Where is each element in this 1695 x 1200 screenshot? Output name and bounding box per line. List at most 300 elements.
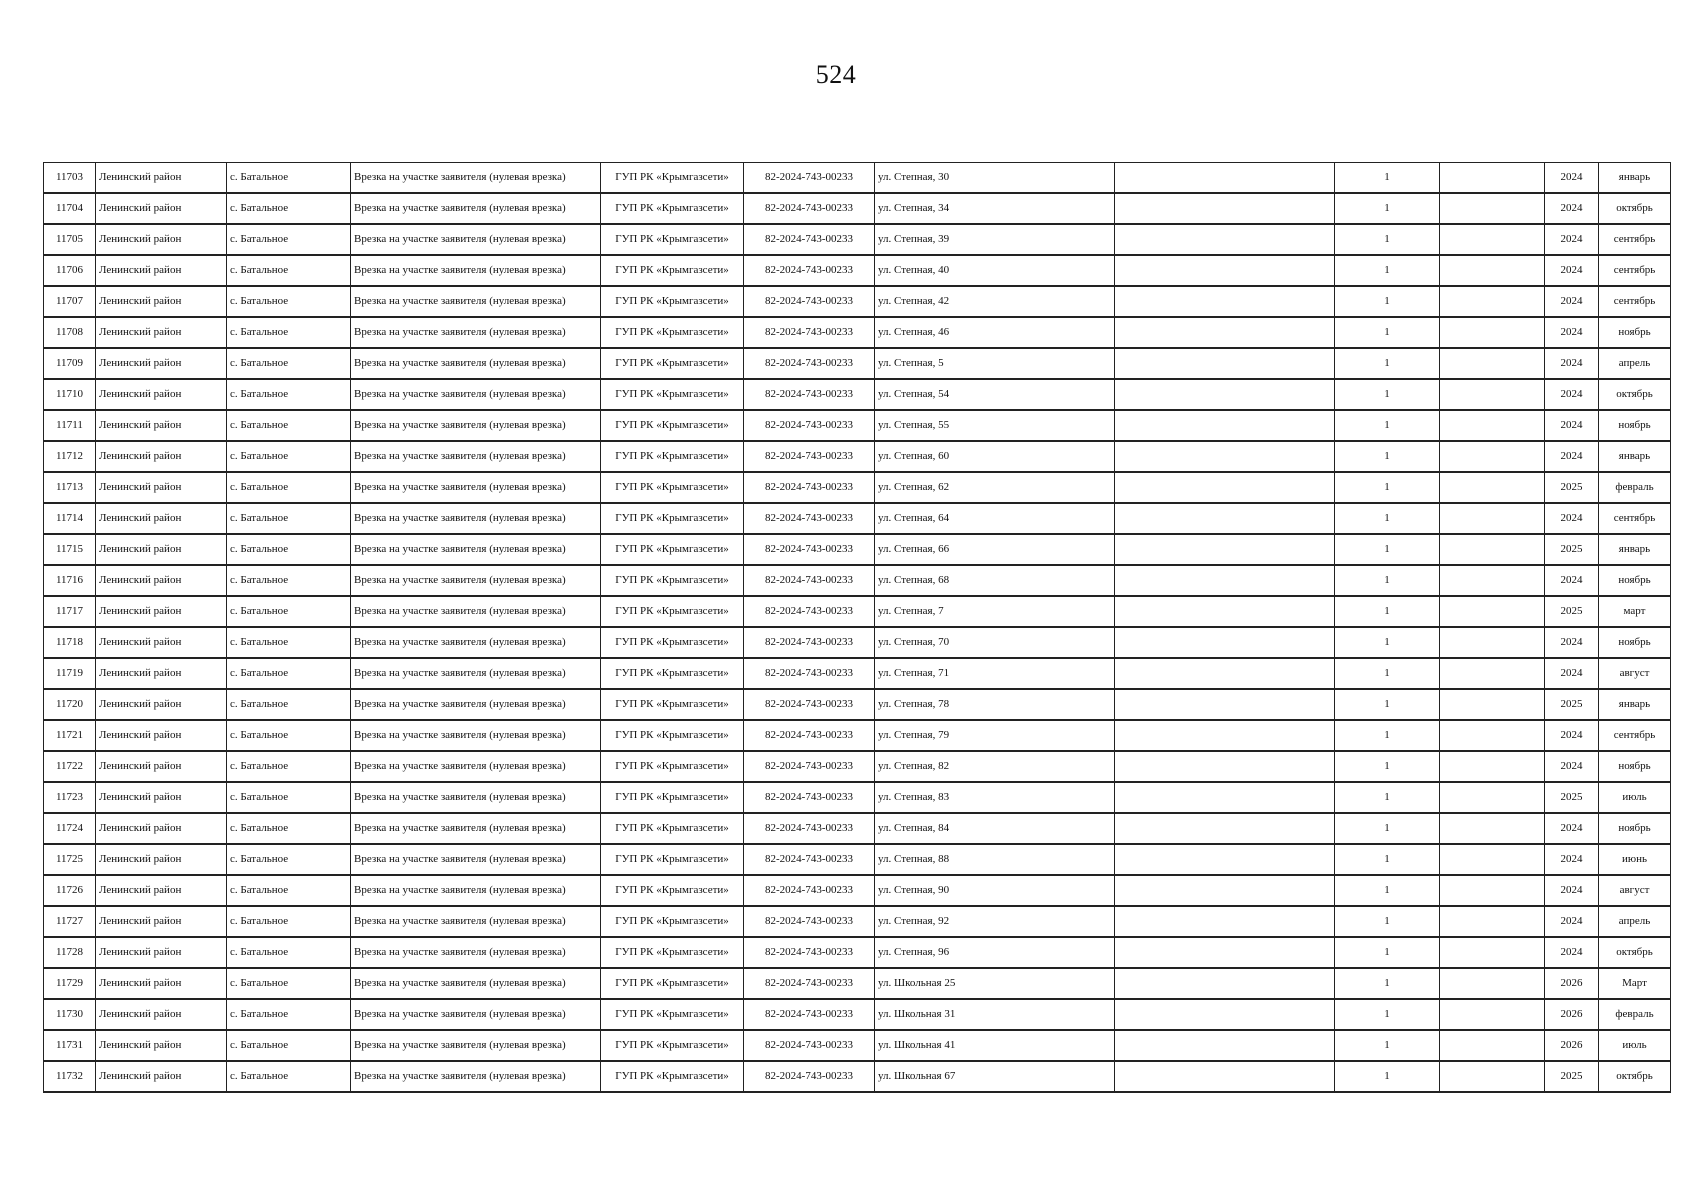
empty-cell <box>1115 317 1335 348</box>
work-type-cell: Врезка на участке заявителя (нулевая врезка) <box>351 224 601 255</box>
locality-cell: с. Батальное <box>227 782 351 813</box>
organization-cell: ГУП РК «Крымгазсети» <box>601 813 744 844</box>
work-type-cell: Врезка на участке заявителя (нулевая врезка) <box>351 163 601 194</box>
month-cell: октябрь <box>1599 1061 1671 1092</box>
year-cell: 2024 <box>1545 875 1599 906</box>
row-number: 11716 <box>44 565 96 596</box>
address-cell: ул. Школьная 67 <box>875 1061 1115 1092</box>
contract-number-cell: 82-2024-743-00233 <box>744 441 875 472</box>
contract-number-cell: 82-2024-743-00233 <box>744 658 875 689</box>
empty-cell <box>1115 627 1335 658</box>
empty-cell <box>1440 379 1545 410</box>
row-number: 11728 <box>44 937 96 968</box>
locality-cell: с. Батальное <box>227 999 351 1030</box>
contract-number-cell: 82-2024-743-00233 <box>744 193 875 224</box>
quantity-cell: 1 <box>1335 534 1440 565</box>
year-cell: 2024 <box>1545 844 1599 875</box>
month-cell: август <box>1599 875 1671 906</box>
address-cell: ул. Школьная 31 <box>875 999 1115 1030</box>
address-cell: ул. Школьная 41 <box>875 1030 1115 1061</box>
locality-cell: с. Батальное <box>227 720 351 751</box>
row-number: 11711 <box>44 410 96 441</box>
locality-cell: с. Батальное <box>227 565 351 596</box>
empty-cell <box>1115 906 1335 937</box>
organization-cell: ГУП РК «Крымгазсети» <box>601 317 744 348</box>
locality-cell: с. Батальное <box>227 410 351 441</box>
empty-cell <box>1115 534 1335 565</box>
month-cell: Март <box>1599 968 1671 999</box>
quantity-cell: 1 <box>1335 906 1440 937</box>
empty-cell <box>1115 782 1335 813</box>
contract-number-cell: 82-2024-743-00233 <box>744 999 875 1030</box>
year-cell: 2024 <box>1545 503 1599 534</box>
table-row <box>44 534 1671 565</box>
quantity-cell: 1 <box>1335 503 1440 534</box>
work-type-cell: Врезка на участке заявителя (нулевая врезка) <box>351 968 601 999</box>
address-cell: ул. Степная, 92 <box>875 906 1115 937</box>
year-cell: 2024 <box>1545 441 1599 472</box>
empty-cell <box>1440 163 1545 194</box>
year-cell: 2024 <box>1545 163 1599 194</box>
quantity-cell: 1 <box>1335 999 1440 1030</box>
quantity-cell: 1 <box>1335 348 1440 379</box>
address-cell: ул. Степная, 90 <box>875 875 1115 906</box>
empty-cell <box>1440 689 1545 720</box>
organization-cell: ГУП РК «Крымгазсети» <box>601 875 744 906</box>
address-cell: ул. Степная, 30 <box>875 163 1115 194</box>
month-cell: июнь <box>1599 844 1671 875</box>
work-type-cell: Врезка на участке заявителя (нулевая врезка) <box>351 999 601 1030</box>
table-row <box>44 906 1671 937</box>
contract-number-cell: 82-2024-743-00233 <box>744 627 875 658</box>
contract-number-cell: 82-2024-743-00233 <box>744 286 875 317</box>
table-row <box>44 720 1671 751</box>
contract-number-cell: 82-2024-743-00233 <box>744 472 875 503</box>
contract-number-cell: 82-2024-743-00233 <box>744 503 875 534</box>
address-cell: ул. Степная, 78 <box>875 689 1115 720</box>
locality-cell: с. Батальное <box>227 1061 351 1092</box>
quantity-cell: 1 <box>1335 875 1440 906</box>
work-type-cell: Врезка на участке заявителя (нулевая врезка) <box>351 720 601 751</box>
row-number: 11704 <box>44 193 96 224</box>
empty-cell <box>1440 193 1545 224</box>
quantity-cell: 1 <box>1335 565 1440 596</box>
work-type-cell: Врезка на участке заявителя (нулевая врезка) <box>351 813 601 844</box>
work-type-cell: Врезка на участке заявителя (нулевая врезка) <box>351 565 601 596</box>
empty-cell <box>1115 751 1335 782</box>
row-number: 11725 <box>44 844 96 875</box>
locality-cell: с. Батальное <box>227 968 351 999</box>
address-cell: ул. Степная, 68 <box>875 565 1115 596</box>
district-cell: Ленинский район <box>96 410 227 441</box>
contract-number-cell: 82-2024-743-00233 <box>744 937 875 968</box>
address-cell: ул. Степная, 40 <box>875 255 1115 286</box>
quantity-cell: 1 <box>1335 844 1440 875</box>
district-cell: Ленинский район <box>96 875 227 906</box>
empty-cell <box>1115 689 1335 720</box>
empty-cell <box>1115 348 1335 379</box>
empty-cell <box>1440 472 1545 503</box>
work-type-cell: Врезка на участке заявителя (нулевая врезка) <box>351 844 601 875</box>
quantity-cell: 1 <box>1335 596 1440 627</box>
table-row <box>44 1061 1671 1092</box>
empty-cell <box>1115 720 1335 751</box>
month-cell: январь <box>1599 534 1671 565</box>
district-cell: Ленинский район <box>96 534 227 565</box>
organization-cell: ГУП РК «Крымгазсети» <box>601 163 744 194</box>
work-type-cell: Врезка на участке заявителя (нулевая врезка) <box>351 379 601 410</box>
empty-cell <box>1115 813 1335 844</box>
month-cell: сентябрь <box>1599 255 1671 286</box>
empty-cell <box>1440 782 1545 813</box>
month-cell: сентябрь <box>1599 286 1671 317</box>
year-cell: 2024 <box>1545 937 1599 968</box>
organization-cell: ГУП РК «Крымгазсети» <box>601 193 744 224</box>
month-cell: ноябрь <box>1599 410 1671 441</box>
year-cell: 2025 <box>1545 782 1599 813</box>
month-cell: октябрь <box>1599 937 1671 968</box>
row-number: 11706 <box>44 255 96 286</box>
quantity-cell: 1 <box>1335 627 1440 658</box>
district-cell: Ленинский район <box>96 1030 227 1061</box>
row-number: 11707 <box>44 286 96 317</box>
contract-number-cell: 82-2024-743-00233 <box>744 1061 875 1092</box>
empty-cell <box>1115 286 1335 317</box>
address-cell: ул. Степная, 83 <box>875 782 1115 813</box>
row-number: 11729 <box>44 968 96 999</box>
work-type-cell: Врезка на участке заявителя (нулевая врезка) <box>351 658 601 689</box>
empty-cell <box>1440 565 1545 596</box>
organization-cell: ГУП РК «Крымгазсети» <box>601 1061 744 1092</box>
district-cell: Ленинский район <box>96 906 227 937</box>
district-cell: Ленинский район <box>96 627 227 658</box>
work-type-cell: Врезка на участке заявителя (нулевая врезка) <box>351 441 601 472</box>
empty-cell <box>1440 875 1545 906</box>
district-cell: Ленинский район <box>96 596 227 627</box>
empty-cell <box>1440 999 1545 1030</box>
organization-cell: ГУП РК «Крымгазсети» <box>601 689 744 720</box>
organization-cell: ГУП РК «Крымгазсети» <box>601 348 744 379</box>
month-cell: апрель <box>1599 348 1671 379</box>
district-cell: Ленинский район <box>96 782 227 813</box>
district-cell: Ленинский район <box>96 720 227 751</box>
year-cell: 2024 <box>1545 348 1599 379</box>
address-cell: ул. Степная, 42 <box>875 286 1115 317</box>
work-type-cell: Врезка на участке заявителя (нулевая врезка) <box>351 937 601 968</box>
locality-cell: с. Батальное <box>227 627 351 658</box>
locality-cell: с. Батальное <box>227 813 351 844</box>
empty-cell <box>1440 813 1545 844</box>
district-cell: Ленинский район <box>96 751 227 782</box>
address-cell: ул. Степная, 88 <box>875 844 1115 875</box>
table-row <box>44 1030 1671 1061</box>
month-cell: ноябрь <box>1599 751 1671 782</box>
address-cell: ул. Степная, 60 <box>875 441 1115 472</box>
empty-cell <box>1115 999 1335 1030</box>
organization-cell: ГУП РК «Крымгазсети» <box>601 844 744 875</box>
year-cell: 2026 <box>1545 1030 1599 1061</box>
quantity-cell: 1 <box>1335 255 1440 286</box>
row-number: 11715 <box>44 534 96 565</box>
locality-cell: с. Батальное <box>227 472 351 503</box>
work-type-cell: Врезка на участке заявителя (нулевая врезка) <box>351 627 601 658</box>
contract-number-cell: 82-2024-743-00233 <box>744 163 875 194</box>
contract-number-cell: 82-2024-743-00233 <box>744 782 875 813</box>
row-number: 11727 <box>44 906 96 937</box>
address-cell: ул. Степная, 62 <box>875 472 1115 503</box>
table-row <box>44 844 1671 875</box>
locality-cell: с. Батальное <box>227 1030 351 1061</box>
year-cell: 2024 <box>1545 224 1599 255</box>
empty-cell <box>1115 1061 1335 1092</box>
year-cell: 2024 <box>1545 627 1599 658</box>
work-type-cell: Врезка на участке заявителя (нулевая врезка) <box>351 875 601 906</box>
empty-cell <box>1115 163 1335 194</box>
empty-cell <box>1440 1030 1545 1061</box>
empty-cell <box>1115 472 1335 503</box>
row-number: 11731 <box>44 1030 96 1061</box>
quantity-cell: 1 <box>1335 720 1440 751</box>
table-row <box>44 503 1671 534</box>
locality-cell: с. Батальное <box>227 348 351 379</box>
year-cell: 2025 <box>1545 689 1599 720</box>
locality-cell: с. Батальное <box>227 596 351 627</box>
work-type-cell: Врезка на участке заявителя (нулевая врезка) <box>351 596 601 627</box>
organization-cell: ГУП РК «Крымгазсети» <box>601 255 744 286</box>
year-cell: 2024 <box>1545 565 1599 596</box>
empty-cell <box>1440 937 1545 968</box>
work-type-cell: Врезка на участке заявителя (нулевая врезка) <box>351 317 601 348</box>
empty-cell <box>1440 255 1545 286</box>
empty-cell <box>1115 379 1335 410</box>
month-cell: ноябрь <box>1599 317 1671 348</box>
quantity-cell: 1 <box>1335 410 1440 441</box>
contract-number-cell: 82-2024-743-00233 <box>744 410 875 441</box>
district-cell: Ленинский район <box>96 1061 227 1092</box>
locality-cell: с. Батальное <box>227 906 351 937</box>
quantity-cell: 1 <box>1335 1030 1440 1061</box>
district-cell: Ленинский район <box>96 379 227 410</box>
page-number: 524 <box>815 60 857 89</box>
contract-number-cell: 82-2024-743-00233 <box>744 844 875 875</box>
organization-cell: ГУП РК «Крымгазсети» <box>601 472 744 503</box>
empty-cell <box>1440 1061 1545 1092</box>
work-type-cell: Врезка на участке заявителя (нулевая врезка) <box>351 1061 601 1092</box>
locality-cell: с. Батальное <box>227 163 351 194</box>
month-cell: сентябрь <box>1599 503 1671 534</box>
contract-number-cell: 82-2024-743-00233 <box>744 317 875 348</box>
address-cell: ул. Степная, 5 <box>875 348 1115 379</box>
district-cell: Ленинский район <box>96 317 227 348</box>
organization-cell: ГУП РК «Крымгазсети» <box>601 968 744 999</box>
address-cell: ул. Степная, 96 <box>875 937 1115 968</box>
quantity-cell: 1 <box>1335 224 1440 255</box>
contract-number-cell: 82-2024-743-00233 <box>744 596 875 627</box>
work-type-cell: Врезка на участке заявителя (нулевая врезка) <box>351 410 601 441</box>
empty-cell <box>1440 844 1545 875</box>
row-number: 11703 <box>44 163 96 194</box>
locality-cell: с. Батальное <box>227 875 351 906</box>
month-cell: сентябрь <box>1599 720 1671 751</box>
month-cell: февраль <box>1599 472 1671 503</box>
locality-cell: с. Батальное <box>227 844 351 875</box>
year-cell: 2024 <box>1545 317 1599 348</box>
work-type-cell: Врезка на участке заявителя (нулевая врезка) <box>351 472 601 503</box>
work-type-cell: Врезка на участке заявителя (нулевая врезка) <box>351 906 601 937</box>
contract-number-cell: 82-2024-743-00233 <box>744 1030 875 1061</box>
contract-number-cell: 82-2024-743-00233 <box>744 968 875 999</box>
district-cell: Ленинский район <box>96 813 227 844</box>
year-cell: 2024 <box>1545 813 1599 844</box>
month-cell: ноябрь <box>1599 627 1671 658</box>
month-cell: январь <box>1599 441 1671 472</box>
organization-cell: ГУП РК «Крымгазсети» <box>601 906 744 937</box>
organization-cell: ГУП РК «Крымгазсети» <box>601 534 744 565</box>
contract-number-cell: 82-2024-743-00233 <box>744 348 875 379</box>
address-cell: ул. Степная, 79 <box>875 720 1115 751</box>
row-number: 11713 <box>44 472 96 503</box>
work-type-cell: Врезка на участке заявителя (нулевая врезка) <box>351 255 601 286</box>
year-cell: 2024 <box>1545 193 1599 224</box>
row-number: 11705 <box>44 224 96 255</box>
district-cell: Ленинский район <box>96 348 227 379</box>
empty-cell <box>1115 658 1335 689</box>
organization-cell: ГУП РК «Крымгазсети» <box>601 286 744 317</box>
empty-cell <box>1115 224 1335 255</box>
locality-cell: с. Батальное <box>227 379 351 410</box>
district-cell: Ленинский район <box>96 689 227 720</box>
row-number: 11732 <box>44 1061 96 1092</box>
locality-cell: с. Батальное <box>227 751 351 782</box>
district-cell: Ленинский район <box>96 472 227 503</box>
empty-cell <box>1115 565 1335 596</box>
table-row <box>44 472 1671 503</box>
table-row <box>44 596 1671 627</box>
contract-number-cell: 82-2024-743-00233 <box>744 255 875 286</box>
empty-cell <box>1440 906 1545 937</box>
organization-cell: ГУП РК «Крымгазсети» <box>601 441 744 472</box>
month-cell: август <box>1599 658 1671 689</box>
locality-cell: с. Батальное <box>227 937 351 968</box>
quantity-cell: 1 <box>1335 813 1440 844</box>
year-cell: 2024 <box>1545 255 1599 286</box>
quantity-cell: 1 <box>1335 193 1440 224</box>
year-cell: 2024 <box>1545 751 1599 782</box>
empty-cell <box>1440 658 1545 689</box>
table-row <box>44 224 1671 255</box>
row-number: 11724 <box>44 813 96 844</box>
empty-cell <box>1115 410 1335 441</box>
row-number: 11710 <box>44 379 96 410</box>
empty-cell <box>1440 751 1545 782</box>
table-row <box>44 875 1671 906</box>
organization-cell: ГУП РК «Крымгазсети» <box>601 596 744 627</box>
work-type-cell: Врезка на участке заявителя (нулевая врезка) <box>351 286 601 317</box>
locality-cell: с. Батальное <box>227 689 351 720</box>
address-cell: ул. Степная, 70 <box>875 627 1115 658</box>
month-cell: апрель <box>1599 906 1671 937</box>
district-cell: Ленинский район <box>96 844 227 875</box>
table-row <box>44 441 1671 472</box>
district-cell: Ленинский район <box>96 163 227 194</box>
table-row <box>44 627 1671 658</box>
table-row <box>44 379 1671 410</box>
organization-cell: ГУП РК «Крымгазсети» <box>601 720 744 751</box>
locality-cell: с. Батальное <box>227 193 351 224</box>
table-row <box>44 317 1671 348</box>
quantity-cell: 1 <box>1335 163 1440 194</box>
organization-cell: ГУП РК «Крымгазсети» <box>601 937 744 968</box>
work-type-cell: Врезка на участке заявителя (нулевая врезка) <box>351 689 601 720</box>
address-cell: ул. Степная, 54 <box>875 379 1115 410</box>
row-number: 11714 <box>44 503 96 534</box>
contract-number-cell: 82-2024-743-00233 <box>744 906 875 937</box>
year-cell: 2025 <box>1545 534 1599 565</box>
table-row <box>44 937 1671 968</box>
contract-number-cell: 82-2024-743-00233 <box>744 379 875 410</box>
empty-cell <box>1115 255 1335 286</box>
quantity-cell: 1 <box>1335 286 1440 317</box>
organization-cell: ГУП РК «Крымгазсети» <box>601 782 744 813</box>
month-cell: сентябрь <box>1599 224 1671 255</box>
month-cell: январь <box>1599 689 1671 720</box>
row-number: 11719 <box>44 658 96 689</box>
address-cell: ул. Степная, 7 <box>875 596 1115 627</box>
organization-cell: ГУП РК «Крымгазсети» <box>601 1030 744 1061</box>
row-number: 11717 <box>44 596 96 627</box>
quantity-cell: 1 <box>1335 472 1440 503</box>
row-number: 11709 <box>44 348 96 379</box>
year-cell: 2025 <box>1545 1061 1599 1092</box>
empty-cell <box>1115 193 1335 224</box>
address-cell: ул. Степная, 39 <box>875 224 1115 255</box>
row-number: 11722 <box>44 751 96 782</box>
empty-cell <box>1440 720 1545 751</box>
contract-number-cell: 82-2024-743-00233 <box>744 720 875 751</box>
locality-cell: с. Батальное <box>227 224 351 255</box>
empty-cell <box>1440 441 1545 472</box>
address-cell: ул. Школьная 25 <box>875 968 1115 999</box>
organization-cell: ГУП РК «Крымгазсети» <box>601 658 744 689</box>
work-type-cell: Врезка на участке заявителя (нулевая врезка) <box>351 534 601 565</box>
organization-cell: ГУП РК «Крымгазсети» <box>601 999 744 1030</box>
table-row <box>44 751 1671 782</box>
district-cell: Ленинский район <box>96 503 227 534</box>
locality-cell: с. Батальное <box>227 503 351 534</box>
empty-cell <box>1115 441 1335 472</box>
work-type-cell: Врезка на участке заявителя (нулевая врезка) <box>351 503 601 534</box>
empty-cell <box>1440 317 1545 348</box>
district-cell: Ленинский район <box>96 565 227 596</box>
table-row <box>44 968 1671 999</box>
year-cell: 2025 <box>1545 596 1599 627</box>
locality-cell: с. Батальное <box>227 317 351 348</box>
year-cell: 2024 <box>1545 379 1599 410</box>
empty-cell <box>1115 1030 1335 1061</box>
quantity-cell: 1 <box>1335 689 1440 720</box>
row-number: 11718 <box>44 627 96 658</box>
year-cell: 2026 <box>1545 968 1599 999</box>
locality-cell: с. Батальное <box>227 658 351 689</box>
district-cell: Ленинский район <box>96 224 227 255</box>
address-cell: ул. Степная, 82 <box>875 751 1115 782</box>
empty-cell <box>1440 410 1545 441</box>
address-cell: ул. Степная, 64 <box>875 503 1115 534</box>
locality-cell: с. Батальное <box>227 534 351 565</box>
quantity-cell: 1 <box>1335 968 1440 999</box>
empty-cell <box>1440 968 1545 999</box>
month-cell: январь <box>1599 163 1671 194</box>
